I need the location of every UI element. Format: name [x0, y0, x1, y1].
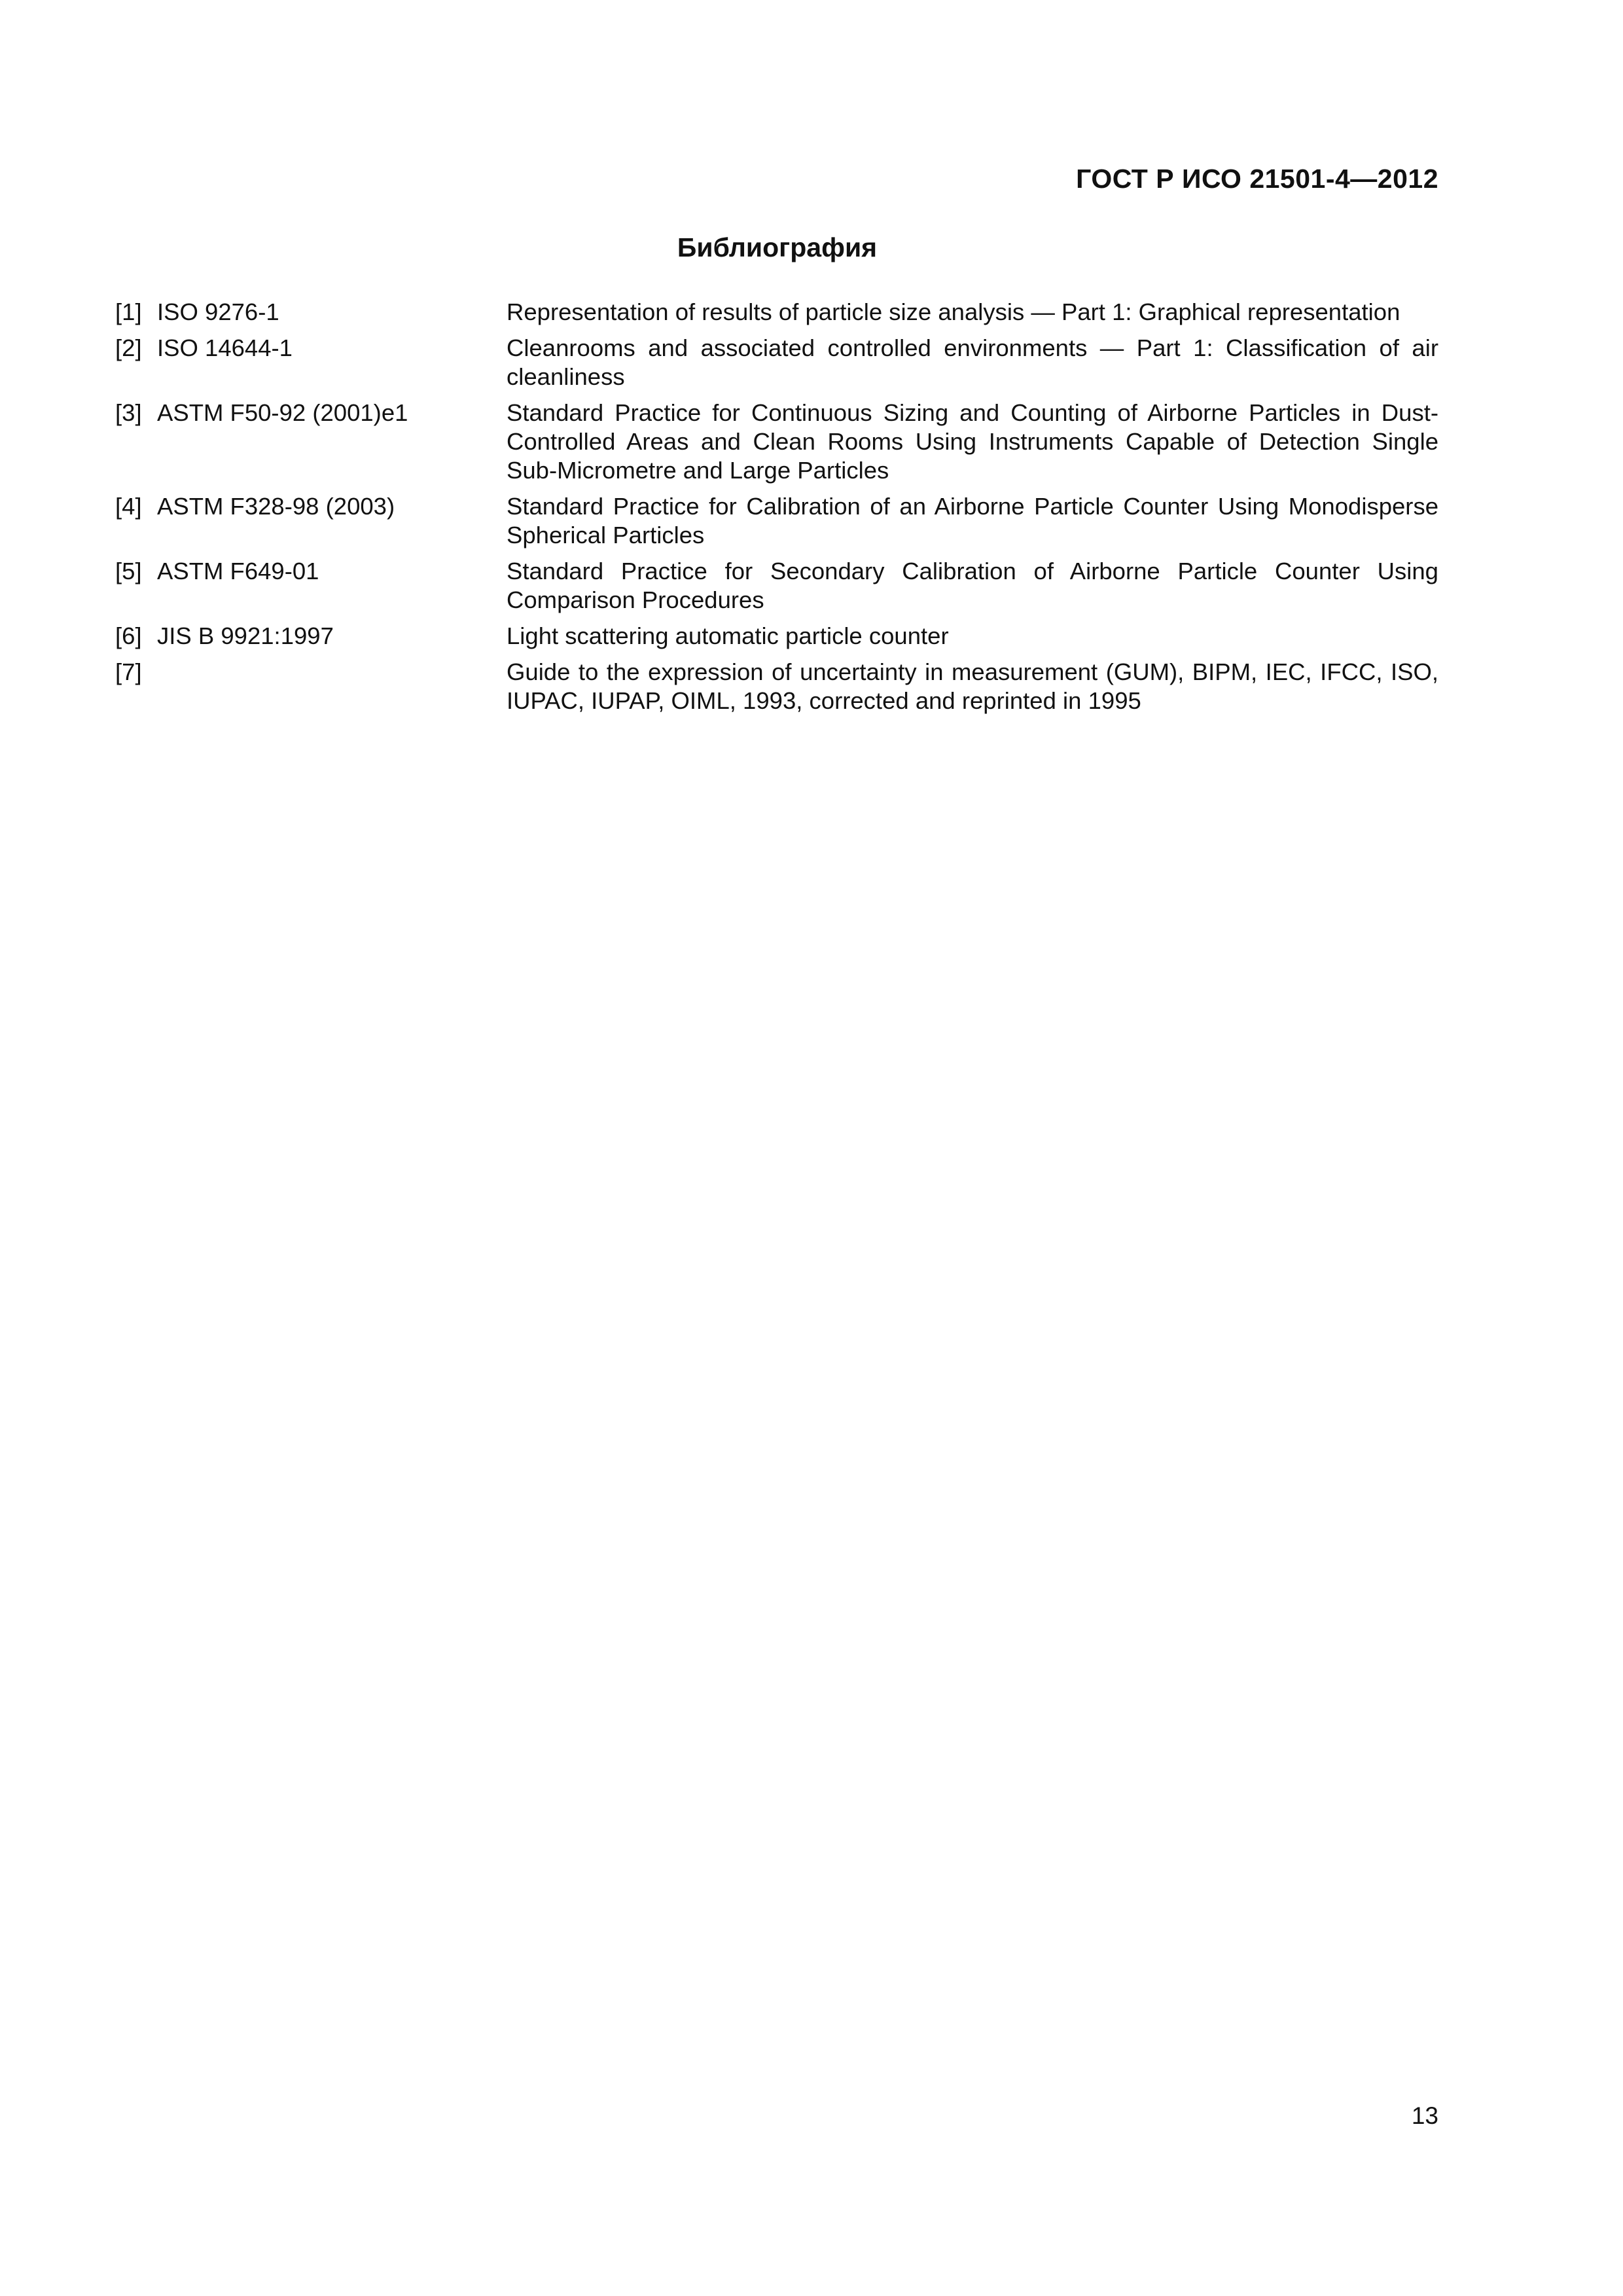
reference-number: [3]	[115, 399, 142, 426]
reference-title: Cleanrooms and associated controlled environments — Part 1: Classification of air cleanliness	[507, 334, 1438, 390]
reference-title: Standard Practice for Secondary Calibration of Airborne Particle Counter Using Comparison Procedures	[507, 558, 1438, 613]
reference-number: [6]	[115, 622, 142, 649]
reference-code: ISO 9276-1	[157, 298, 279, 325]
reference-title: Standard Practice for Continuous Sizing and Counting of Airborne Particles in Dust-Controlled Areas and Clean Rooms Using Instruments Capable of Detection Single Sub-Micrometre and Large Particles	[507, 399, 1438, 484]
bibliography-heading: Библиография	[677, 232, 878, 262]
reference-code: ASTM F328-98 (2003)	[157, 493, 395, 520]
reference-title: Representation of results of particle size analysis — Part 1: Graphical representation	[507, 298, 1400, 325]
reference-title: Standard Practice for Calibration of an Airborne Particle Counter Using Monodisperse Spherical Particles	[507, 493, 1438, 548]
reference-entry-3	[115, 399, 1438, 485]
document-code-header: ГОСТ Р ИСО 21501-4—2012	[1076, 164, 1438, 194]
reference-number: [7]	[115, 658, 142, 685]
bibliography-list	[115, 298, 1438, 723]
reference-number: [5]	[115, 558, 142, 584]
reference-number: [2]	[115, 334, 142, 361]
reference-entry-5	[115, 557, 1438, 615]
reference-entry-4	[115, 492, 1438, 550]
reference-title: Guide to the expression of uncertainty in measurement (GUM), BIPM, IEC, IFCC, ISO, IUPAC, IUPAP, OIML, 1993, corrected and reprinted in 1995	[507, 658, 1438, 714]
reference-number: [1]	[115, 298, 142, 325]
reference-entry-6	[115, 622, 1438, 651]
reference-code: ASTM F50-92 (2001)e1	[157, 399, 408, 426]
reference-code: ASTM F649-01	[157, 558, 319, 584]
reference-number: [4]	[115, 493, 142, 520]
reference-code: ISO 14644-1	[157, 334, 293, 361]
reference-entry-2	[115, 334, 1438, 391]
reference-title: Light scattering automatic particle counter	[507, 622, 949, 649]
reference-entry-7	[115, 658, 1438, 715]
page-number: 13	[1411, 2102, 1438, 2129]
reference-entry-1	[115, 298, 1438, 327]
reference-code: JIS B 9921:1997	[157, 622, 334, 649]
